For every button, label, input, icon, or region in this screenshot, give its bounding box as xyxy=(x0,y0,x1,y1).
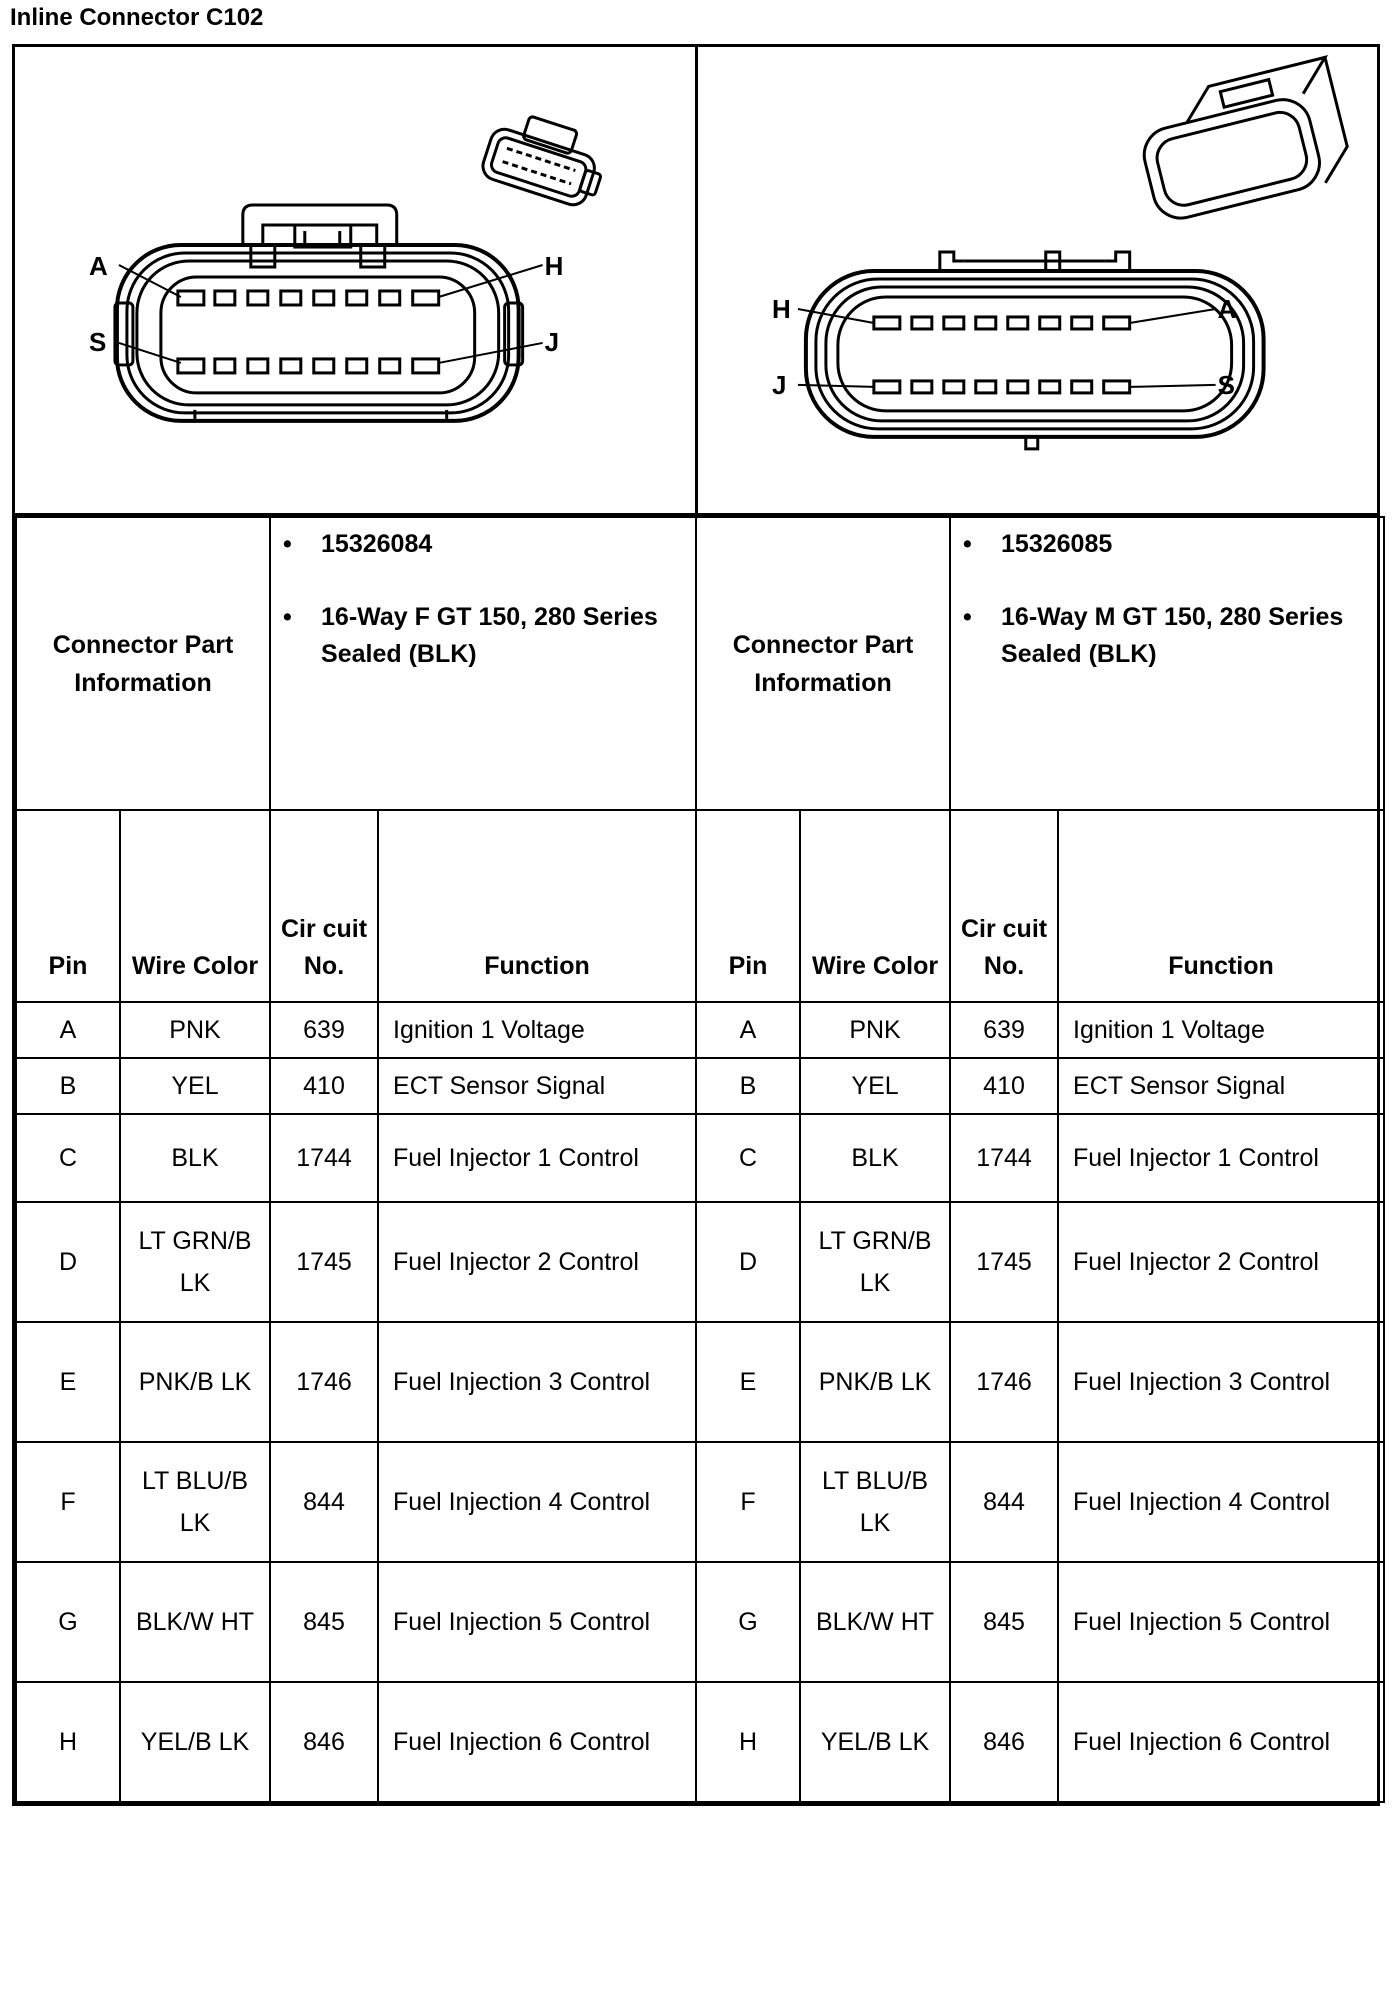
wire-color-cell: PNK/B LK xyxy=(120,1322,270,1442)
table-row xyxy=(16,1002,1384,1058)
pin-cell: H xyxy=(696,1682,800,1802)
part-description: • 16-Way M GT 150, 280 Series Sealed (BLK) xyxy=(963,599,1375,673)
circuit-cell: 845 xyxy=(270,1562,378,1682)
circuit-cell: 410 xyxy=(270,1058,378,1114)
function-cell: Fuel Injector 1 Control xyxy=(1058,1114,1384,1202)
table-row xyxy=(16,1058,1384,1114)
function-cell: Fuel Injection 4 Control xyxy=(1058,1442,1384,1562)
part-description: • 16-Way F GT 150, 280 Series Sealed (BLK) xyxy=(283,599,687,673)
table-row xyxy=(16,1682,1384,1802)
male-connector-thumbnail xyxy=(1131,57,1354,224)
function-cell: Fuel Injection 6 Control xyxy=(378,1682,696,1802)
pin-cell: A xyxy=(16,1002,120,1058)
wire-color-cell: BLK xyxy=(800,1114,950,1202)
header-circuit-no: Cir cuit No. xyxy=(950,810,1058,1002)
connector-grid xyxy=(12,44,1380,1806)
wire-color-cell: PNK xyxy=(120,1002,270,1058)
header-pin: Pin xyxy=(16,810,120,1002)
circuit-cell: 1745 xyxy=(270,1202,378,1322)
female-top-pin-row xyxy=(178,291,439,305)
wire-color-cell: YEL xyxy=(800,1058,950,1114)
table-row xyxy=(16,1202,1384,1322)
pin-cell: E xyxy=(16,1322,120,1442)
male-connector-diagram xyxy=(695,47,1378,513)
male-part-info xyxy=(950,517,1384,810)
table-row xyxy=(16,1562,1384,1682)
function-cell: Fuel Injector 1 Control xyxy=(378,1114,696,1202)
table-row xyxy=(16,1114,1384,1202)
header-pin: Pin xyxy=(696,810,800,1002)
function-cell: Fuel Injection 5 Control xyxy=(378,1562,696,1682)
pinout-table xyxy=(15,516,1385,1803)
callout-h: H xyxy=(544,251,564,282)
function-cell: Fuel Injector 2 Control xyxy=(1058,1202,1384,1322)
diagram-row xyxy=(15,47,1377,516)
wire-color-cell: YEL/B LK xyxy=(120,1682,270,1802)
callout-j: J xyxy=(771,369,786,400)
circuit-cell: 1744 xyxy=(270,1114,378,1202)
pin-cell: C xyxy=(696,1114,800,1202)
circuit-cell: 410 xyxy=(950,1058,1058,1114)
wire-color-cell: LT BLU/B LK xyxy=(120,1442,270,1562)
callout-j: J xyxy=(544,326,560,357)
pin-cell: D xyxy=(696,1202,800,1322)
pin-cell: H xyxy=(16,1682,120,1802)
table-row xyxy=(16,1322,1384,1442)
circuit-cell: 639 xyxy=(950,1002,1058,1058)
function-cell: Fuel Injection 3 Control xyxy=(378,1322,696,1442)
callout-s: S xyxy=(88,326,107,357)
function-cell: Ignition 1 Voltage xyxy=(378,1002,696,1058)
wire-color-cell: YEL/B LK xyxy=(800,1682,950,1802)
wire-color-cell: LT BLU/B LK xyxy=(800,1442,950,1562)
part-number: • 15326084 xyxy=(283,526,687,563)
pin-cell: B xyxy=(696,1058,800,1114)
function-cell: Fuel Injection 4 Control xyxy=(378,1442,696,1562)
circuit-cell: 1746 xyxy=(270,1322,378,1442)
pin-cell: E xyxy=(696,1322,800,1442)
connector-part-info-label: Connector Part Information xyxy=(696,517,950,810)
page-title: Inline Connector C102 xyxy=(10,4,264,31)
male-bottom-pin-row xyxy=(873,381,1129,393)
function-cell: Fuel Injection 5 Control xyxy=(1058,1562,1384,1682)
wire-color-cell: PNK xyxy=(800,1002,950,1058)
circuit-cell: 844 xyxy=(950,1442,1058,1562)
header-function: Function xyxy=(378,810,696,1002)
wire-color-cell: BLK/W HT xyxy=(800,1562,950,1682)
function-cell: Fuel Injection 3 Control xyxy=(1058,1322,1384,1442)
pin-cell: G xyxy=(16,1562,120,1682)
function-cell: Ignition 1 Voltage xyxy=(1058,1002,1384,1058)
header-function: Function xyxy=(1058,810,1384,1002)
callout-h: H xyxy=(771,293,791,324)
pin-cell: A xyxy=(696,1002,800,1058)
female-bottom-pin-row xyxy=(178,359,439,373)
circuit-cell: 844 xyxy=(270,1442,378,1562)
part-number: • 15326085 xyxy=(963,526,1375,563)
male-connector-drawing xyxy=(698,47,1378,513)
part-info-row xyxy=(16,517,1384,810)
circuit-cell: 1746 xyxy=(950,1322,1058,1442)
function-cell: Fuel Injector 2 Control xyxy=(378,1202,696,1322)
header-row xyxy=(16,810,1384,1002)
connector-part-info-label: Connector Part Information xyxy=(16,517,270,810)
function-cell: ECT Sensor Signal xyxy=(378,1058,696,1114)
header-wire-color: Wire Color xyxy=(120,810,270,1002)
callout-a: A xyxy=(1217,293,1236,324)
header-circuit-no: Cir cuit No. xyxy=(270,810,378,1002)
pin-cell: F xyxy=(16,1442,120,1562)
circuit-cell: 1744 xyxy=(950,1114,1058,1202)
header-wire-color: Wire Color xyxy=(800,810,950,1002)
female-connector-thumbnail xyxy=(479,107,611,211)
female-part-info xyxy=(270,517,696,810)
table-row xyxy=(16,1442,1384,1562)
circuit-cell: 1745 xyxy=(950,1202,1058,1322)
wire-color-cell: BLK xyxy=(120,1114,270,1202)
male-top-pin-row xyxy=(873,317,1129,329)
pin-cell: D xyxy=(16,1202,120,1322)
female-connector-diagram xyxy=(15,47,695,513)
pin-cell: C xyxy=(16,1114,120,1202)
wire-color-cell: LT GRN/B LK xyxy=(800,1202,950,1322)
female-connector-drawing xyxy=(15,47,695,513)
function-cell: Fuel Injection 6 Control xyxy=(1058,1682,1384,1802)
function-cell: ECT Sensor Signal xyxy=(1058,1058,1384,1114)
callout-a: A xyxy=(88,251,108,282)
pin-cell: F xyxy=(696,1442,800,1562)
pin-cell: G xyxy=(696,1562,800,1682)
wire-color-cell: BLK/W HT xyxy=(120,1562,270,1682)
wire-color-cell: LT GRN/B LK xyxy=(120,1202,270,1322)
circuit-cell: 845 xyxy=(950,1562,1058,1682)
wire-color-cell: PNK/B LK xyxy=(800,1322,950,1442)
circuit-cell: 846 xyxy=(270,1682,378,1802)
circuit-cell: 846 xyxy=(950,1682,1058,1802)
pin-cell: B xyxy=(16,1058,120,1114)
circuit-cell: 639 xyxy=(270,1002,378,1058)
callout-s: S xyxy=(1217,369,1235,400)
wire-color-cell: YEL xyxy=(120,1058,270,1114)
